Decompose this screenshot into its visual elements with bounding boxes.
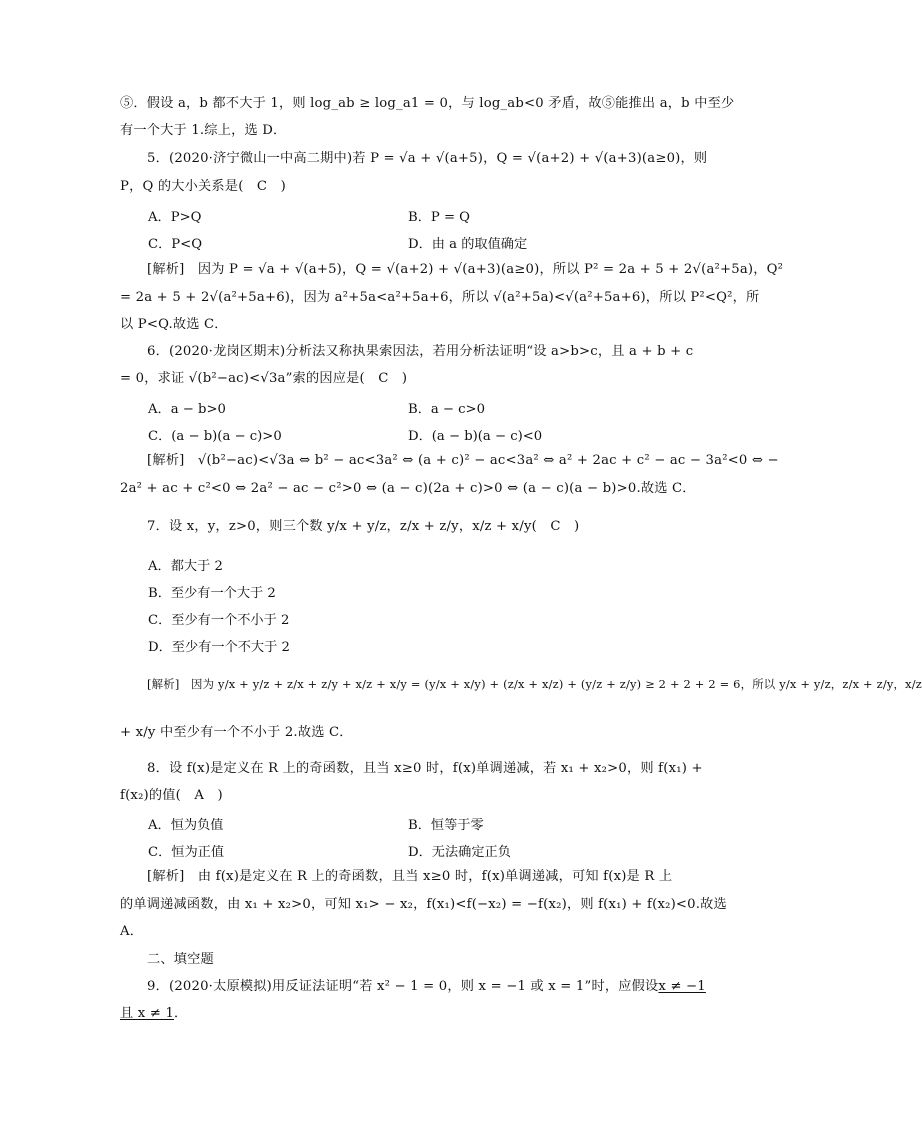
question-8-stem: 8．设 f(x)是定义在 R 上的奇函数，且当 x≥0 时，f(x)单调递减，若 x₁ + x₂>0，则 f(x₁) + bbox=[147, 761, 703, 776]
q9-text: 9．(2020·太原模拟)用反证法证明“若 x² − 1 = 0，则 x = −1 或 x = 1”时，应假设 bbox=[147, 979, 659, 994]
q7-option-c: C．至少有一个不小于 2 bbox=[148, 613, 290, 628]
q8-analysis: [解析] 由 f(x)是定义在 R 上的奇函数，且当 x≥0 时，f(x)单调递减，可知 f(x)是 R 上 bbox=[147, 869, 673, 884]
q5-option-c: C．P<Q bbox=[148, 237, 203, 252]
q7-analysis: + x/y 中至少有一个不小于 2.故选 C． bbox=[120, 725, 353, 740]
q9-answer-part2: 且 x ≠ 1 bbox=[120, 1006, 175, 1021]
q6-option-b: B．a − c>0 bbox=[408, 402, 485, 417]
q5-analysis: 以 P<Q.故选 C． bbox=[120, 317, 228, 332]
q5-option-d: D．由 a 的取值确定 bbox=[408, 237, 528, 252]
q7-option-a: A．都大于 2 bbox=[148, 559, 223, 574]
q8-option-a: A．恒为负值 bbox=[148, 818, 224, 833]
question-6-stem: 6．(2020·龙岗区期末)分析法又称执果索因法，若用分析法证明“设 a>b>c，且 a + b + c bbox=[147, 344, 694, 359]
q6-option-d: D．(a − b)(a − c)<0 bbox=[408, 429, 543, 444]
question-8-stem: f(x₂)的值( A ) bbox=[120, 788, 223, 803]
q7-option-d: D．至少有一个不大于 2 bbox=[148, 640, 290, 655]
question-5-stem: 5．(2020·济宁微山一中高二期中)若 P = √a + √(a+5)，Q = √(a+2) + √(a+3)(a≥0)，则 bbox=[147, 151, 708, 166]
q9-end: ． bbox=[174, 1006, 188, 1021]
question-6-stem: = 0，求证 √(b²−ac)<√3a”索的因应是( C ) bbox=[120, 371, 408, 386]
q8-analysis: A． bbox=[120, 924, 144, 939]
question-5-stem: P，Q 的大小关系是( C ) bbox=[120, 179, 286, 194]
q5-analysis: = 2a + 5 + 2√(a²+5a+6)，因为 a²+5a<a²+5a+6，所以 √(a²+5a)<√(a²+5a+6)，所以 P²<Q²，所 bbox=[120, 290, 760, 305]
q6-option-c: C．(a − b)(a − c)>0 bbox=[148, 429, 282, 444]
q8-option-d: D．无法确定正负 bbox=[408, 845, 511, 860]
question-9-stem bbox=[147, 978, 706, 996]
q7-analysis: [解析] 因为 y/x + y/z + z/x + z/y + x/z + x/y = (y/x + x/y) + (z/x + x/z) + (y/z + z/y) ≥ 2 + 2 + 2 = 6，所以 y/x + y/z，z/x + z/y，x/z bbox=[147, 677, 922, 691]
question-9-stem bbox=[120, 1005, 187, 1023]
q6-analysis: [解析] √(b²−ac)<√3a ⇔ b² − ac<3a² ⇔ (a + c)² − ac<3a² ⇔ a² + 2ac + c² − ac − 3a²<0 ⇔ − bbox=[147, 453, 779, 468]
q5-option-a: A．P>Q bbox=[148, 210, 202, 225]
question-7-stem: 7．设 x，y，z>0，则三个数 y/x + y/z，z/x + z/y，x/z + x/y( C ) bbox=[147, 519, 580, 534]
q6-option-a: A．a − b>0 bbox=[148, 402, 226, 417]
q6-analysis: 2a² + ac + c²<0 ⇔ 2a² − ac − c²>0 ⇔ (a − c)(2a + c)>0 ⇔ (a − c)(a − b)>0.故选 C． bbox=[120, 481, 696, 496]
q7-option-b: B．至少有一个大于 2 bbox=[148, 586, 276, 601]
q8-analysis: 的单调递减函数，由 x₁ + x₂>0，可知 x₁> − x₂，f(x₁)<f(−x₂) = −f(x₂)，则 f(x₁) + f(x₂)<0.故选 bbox=[120, 897, 727, 912]
q5-option-b: B．P = Q bbox=[408, 210, 470, 225]
q5-analysis: [解析] 因为 P = √a + √(a+5)，Q = √(a+2) + √(a+3)(a≥0)，所以 P² = 2a + 5 + 2√(a²+5a)，Q² bbox=[147, 262, 784, 277]
q8-option-b: B．恒等于零 bbox=[408, 818, 484, 833]
section-heading-fill-in: 二、填空题 bbox=[147, 952, 214, 967]
q8-option-c: C．恒为正值 bbox=[148, 845, 225, 860]
text-line: 有一个大于 1.综上，选 D． bbox=[120, 123, 287, 138]
text-line: ⑤．假设 a，b 都不大于 1，则 log_ab ≥ log_a1 = 0，与 log_ab<0 矛盾，故⑤能推出 a，b 中至少 bbox=[120, 96, 735, 111]
q9-answer-part1: x ≠ −1 bbox=[658, 979, 706, 994]
